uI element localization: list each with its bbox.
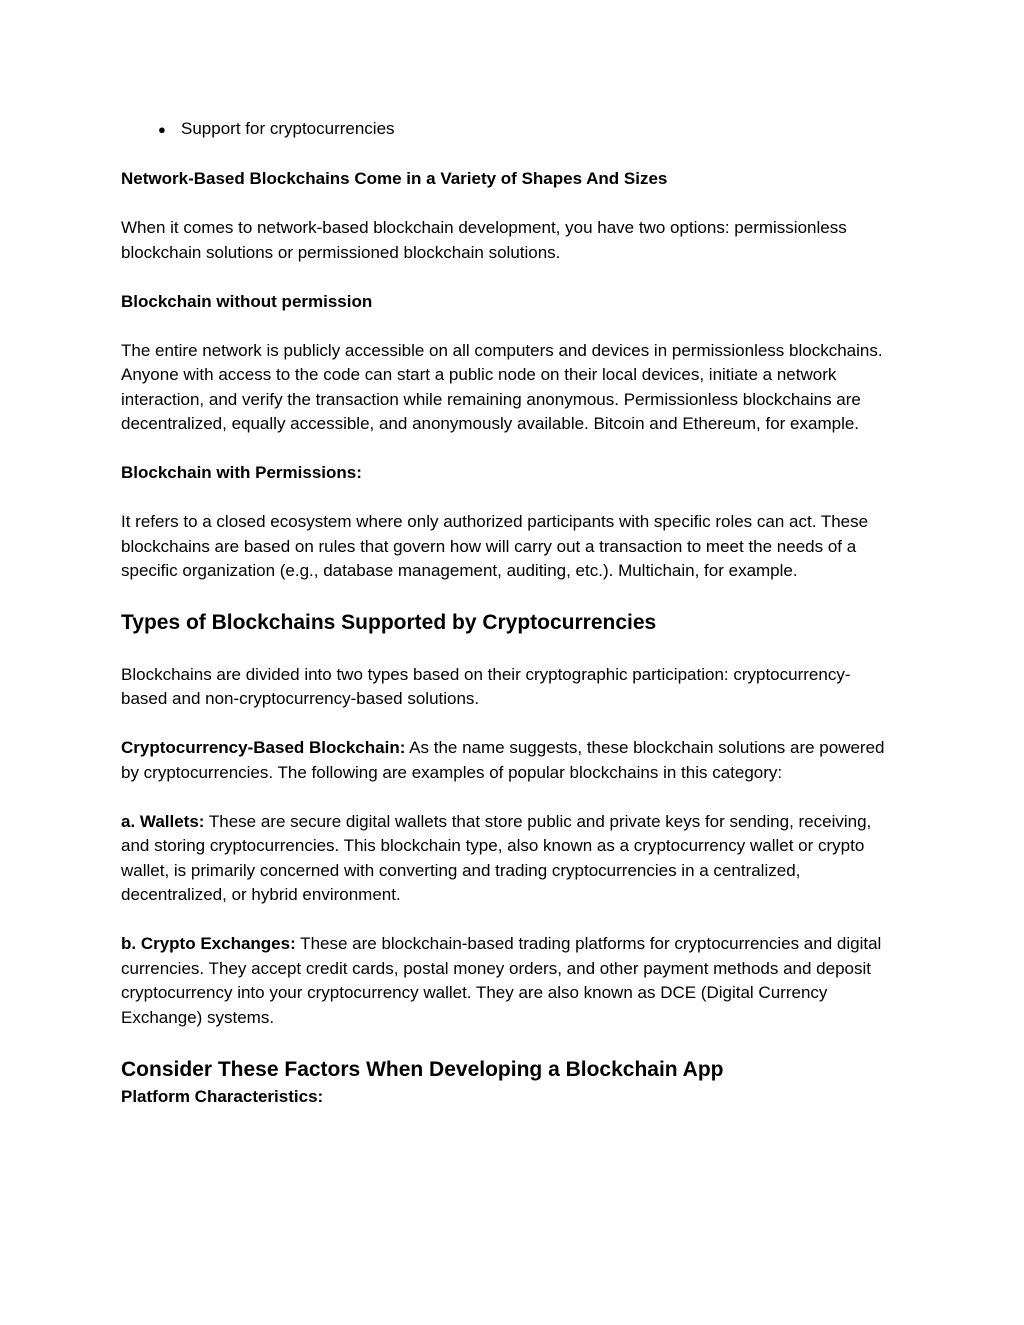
types-intro: Blockchains are divided into two types based on their cryptographic participation: cryptocurrency-based and non-cryptocurrency-based solutions.: [121, 664, 851, 708]
exchanges-label: b. Crypto Exchanges:: [121, 934, 296, 953]
permissioned-heading: Blockchain with Permissions:: [121, 463, 362, 482]
crypto-based-text: As the name suggests, these blockchain solutions are powered by cryptocurrencies. The following are examples of popular blockchains in this category:: [121, 738, 885, 782]
crypto-based-label: Cryptocurrency-Based Blockchain:: [121, 738, 406, 757]
document-page: [121, 117, 896, 1109]
exchanges-text: These are blockchain-based trading platforms for cryptocurrencies and digital currencies. They accept credit cards, postal money orders, and other payment methods and deposit cryptocurrency into your cryptocurrency wallet. They are also known as DCE (Digital Currency Exchange) systems.: [121, 934, 882, 1027]
bullet-text: Support for cryptocurrencies: [181, 119, 395, 138]
types-heading: Types of Blockchains Supported by Cryptocurrencies: [121, 611, 657, 634]
permissioned-body: It refers to a closed ecosystem where only authorized participants with specific roles can act. These blockchains are based on rules that govern how will carry out a transaction to meet the needs of a specific organization (e.g., database management, auditing, etc.). Multichain, for example.: [121, 512, 869, 580]
wallets-label: a. Wallets:: [121, 811, 205, 831]
wallets-text: These are secure digital wallets that store public and private keys for sending, receiving, and storing cryptocurrencies. This blockchain type, also known as a cryptocurrency wallet or crypto wallet, is primarily concerned with converting and trading cryptocurrencies in a centralized, decentralized, or hybrid environment.: [121, 811, 872, 904]
network-based-intro: When it comes to network-based blockchain development, you have two options: permissionless blockchain solutions or permissioned blockchain solutions.: [121, 218, 847, 262]
permissionless-heading: Blockchain without permission: [121, 291, 373, 311]
bullet-icon: ●: [158, 122, 166, 137]
network-based-heading: Network-Based Blockchains Come in a Variety of Shapes And Sizes: [121, 169, 668, 188]
crypto-based-paragraph: [121, 736, 896, 785]
wallets-paragraph: [121, 810, 896, 908]
bullet-list-item: [121, 117, 896, 143]
permissionless-body: The entire network is publicly accessible on all computers and devices in permissionless blockchains. Anyone with access to the code can start a public node on their local devices, initiate a network interaction, and verify the transaction while remaining anonymous. Permissionless blockchains are decentralized, equally accessible, and anonymously available. Bitcoin and Ethereum, for example.: [121, 340, 883, 433]
platform-characteristics-heading: Platform Characteristics:: [121, 1086, 324, 1106]
exchanges-paragraph: [121, 932, 896, 1030]
factors-heading: Consider These Factors When Developing a Blockchain App: [121, 1057, 724, 1081]
